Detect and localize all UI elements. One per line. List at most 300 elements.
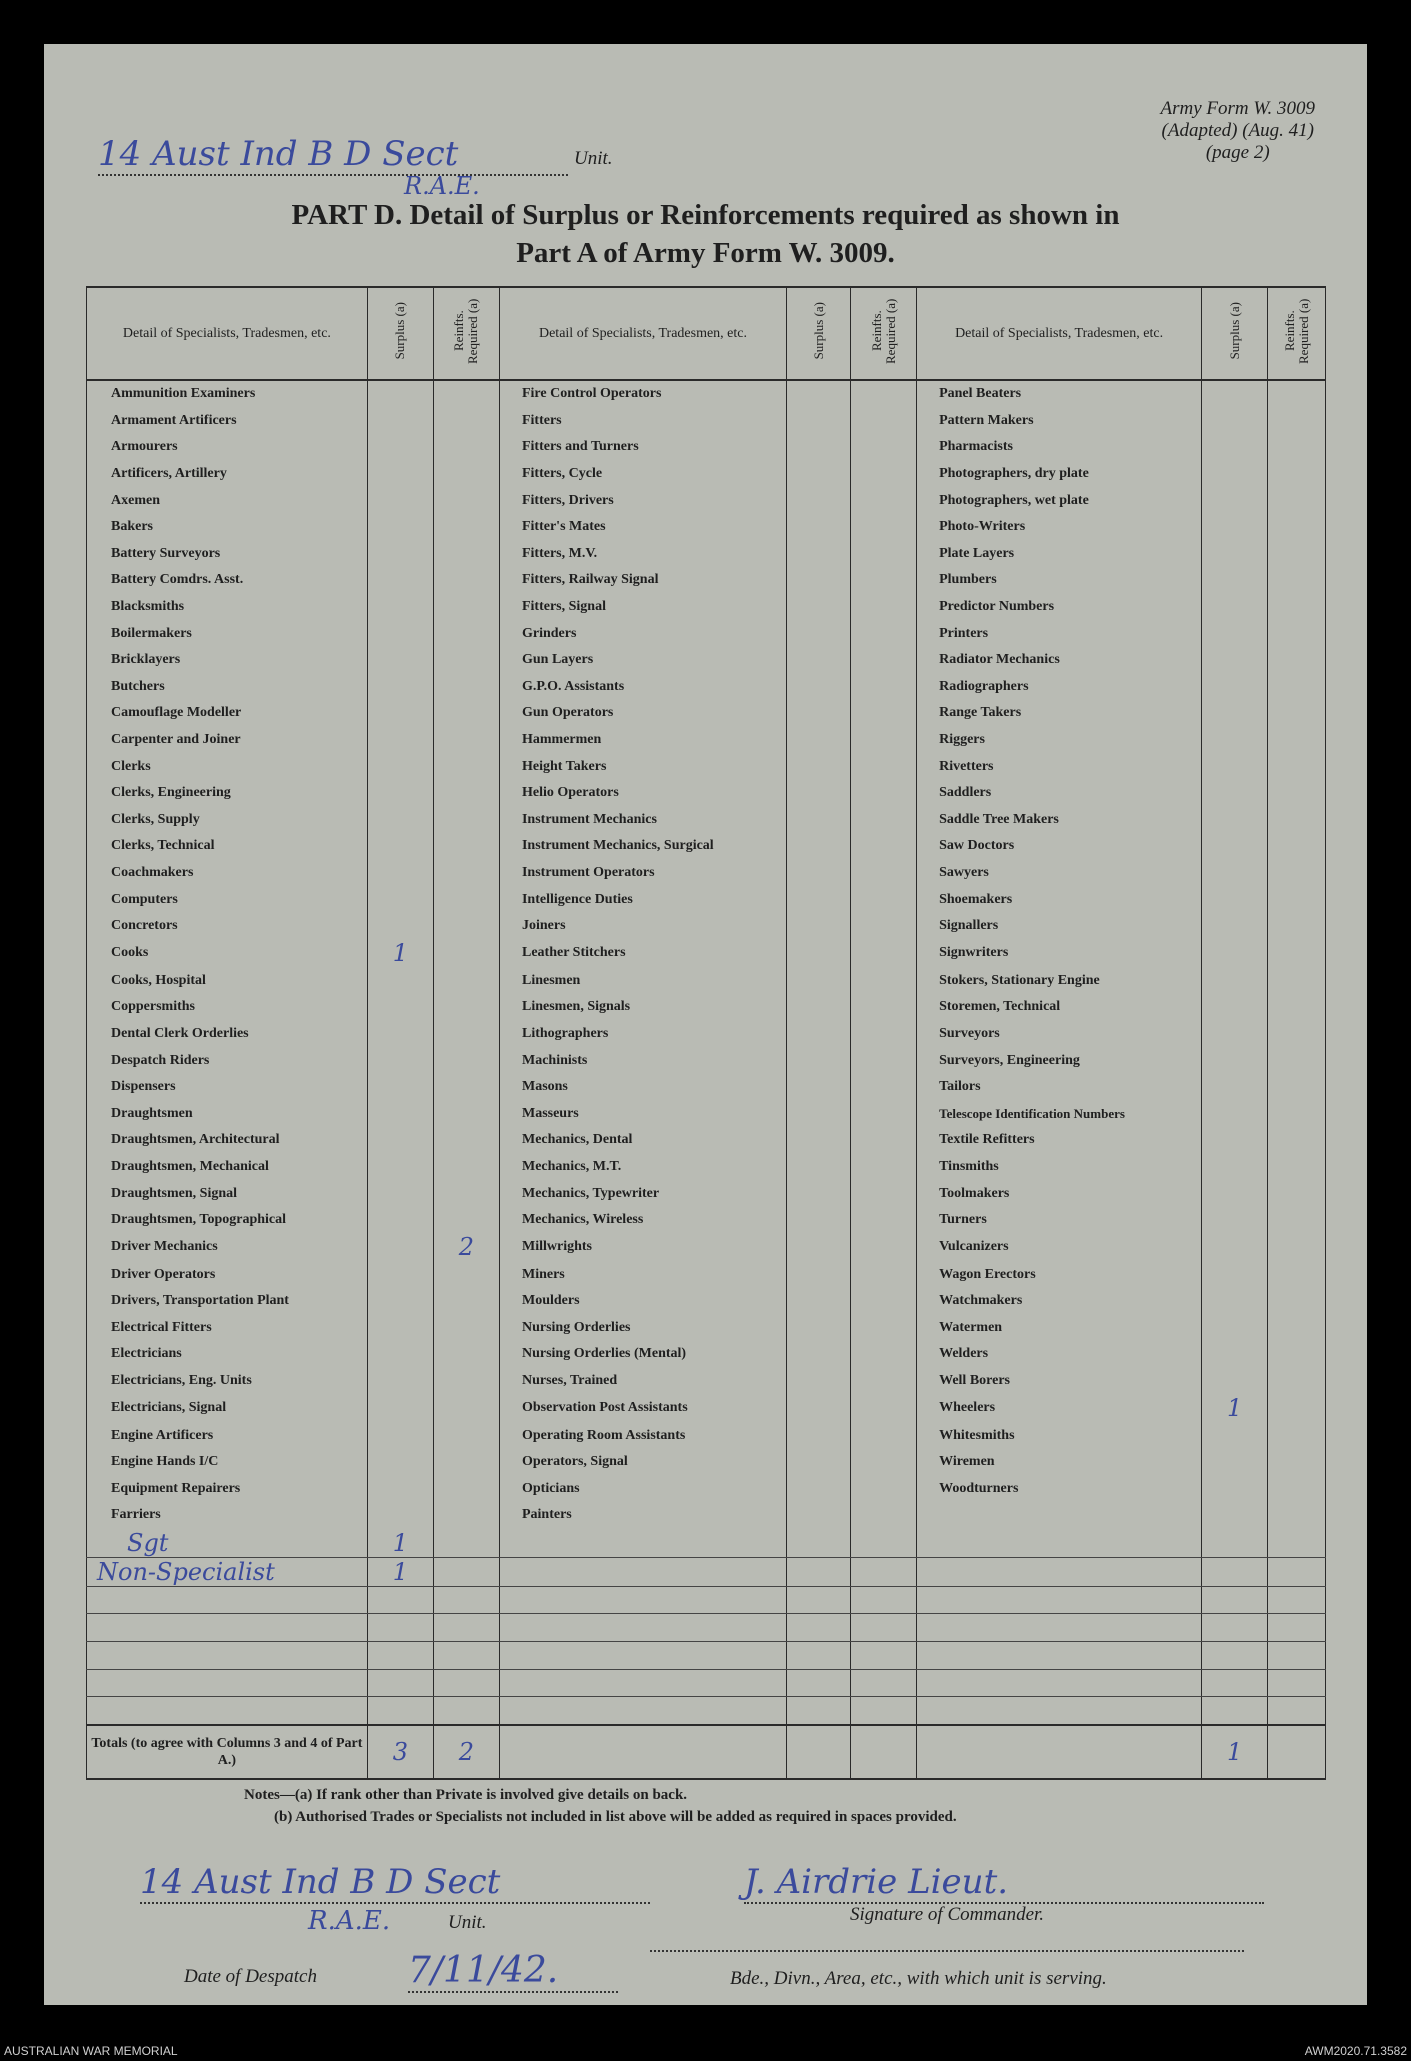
header-detail: Detail of Specialists, Tradesmen, etc. (87, 287, 368, 380)
table-row (87, 1394, 1326, 1422)
trade-name: Predictor Numbers (917, 594, 1202, 621)
reinfts-cell (851, 1394, 917, 1422)
reinfts-cell (851, 753, 917, 780)
surplus-cell (1202, 1100, 1268, 1127)
empty-cell (1268, 1697, 1326, 1725)
reinfts-cell (851, 1207, 917, 1234)
trade-name: Opticians (499, 1476, 786, 1503)
reinfts-cell (1268, 434, 1326, 461)
reinfts-cell (1268, 647, 1326, 674)
reinfts-cell (851, 1341, 917, 1368)
reinfts-cell (433, 727, 499, 754)
reinfts-cell (1268, 1180, 1326, 1207)
unit-handwritten-2: 14 Aust Ind B D Sect (140, 1862, 650, 1904)
reinfts-cell (1268, 780, 1326, 807)
trade-name: Panel Beaters (917, 380, 1202, 408)
trade-name: Signallers (917, 913, 1202, 940)
surplus-cell (367, 1021, 433, 1048)
added-trade-name (87, 1669, 368, 1697)
empty-cell (917, 1557, 1202, 1586)
reinfts-cell (433, 620, 499, 647)
reinfts-cell (1268, 1127, 1326, 1154)
trade-name: Battery Surveyors (87, 541, 368, 568)
trade-name: Equipment Repairers (87, 1476, 368, 1503)
surplus-cell (367, 620, 433, 647)
reinfts-cell (433, 1047, 499, 1074)
reinfts-cell (1268, 487, 1326, 514)
surplus-cell (1202, 1422, 1268, 1449)
empty-cell (851, 1669, 917, 1697)
reinfts-cell (851, 1047, 917, 1074)
surplus-cell (787, 1154, 851, 1181)
blank-row (87, 1529, 1326, 1558)
reinfts-cell (851, 461, 917, 488)
surplus-cell (1202, 1341, 1268, 1368)
trade-name: Linesmen, Signals (499, 994, 786, 1021)
surplus-cell (367, 1100, 433, 1127)
trade-name: Mechanics, Dental (499, 1127, 786, 1154)
trade-name: Farriers (87, 1502, 368, 1529)
surplus-cell (1202, 487, 1268, 514)
empty-cell (433, 1669, 499, 1697)
trade-name: Saddlers (917, 780, 1202, 807)
trade-name: Clerks, Engineering (87, 780, 368, 807)
empty-cell (851, 1614, 917, 1642)
empty-cell (1268, 1529, 1326, 1558)
surplus-cell (787, 1288, 851, 1315)
reinfts-cell (1268, 939, 1326, 967)
reinfts-cell (1268, 967, 1326, 994)
header-surplus: Surplus (a) (1202, 287, 1268, 380)
header-surplus: Surplus (a) (367, 287, 433, 380)
surplus-cell (787, 408, 851, 435)
trade-name: Dental Clerk Orderlies (87, 1021, 368, 1048)
surplus-cell (367, 967, 433, 994)
added-trade-name (87, 1697, 368, 1725)
trade-name: Telescope Identification Numbers (917, 1100, 1202, 1127)
trade-name: Gun Operators (499, 700, 786, 727)
empty-cell (851, 1641, 917, 1669)
surplus-cell (367, 1341, 433, 1368)
table-row (87, 674, 1326, 701)
surplus-cell (1202, 1476, 1268, 1503)
reinfts-cell (851, 913, 917, 940)
trade-name: Toolmakers (917, 1180, 1202, 1207)
added-trade-name (87, 1614, 368, 1642)
reinfts-cell (851, 1422, 917, 1449)
surplus-cell (787, 700, 851, 727)
reinfts-cell (433, 567, 499, 594)
reinfts-cell (433, 380, 499, 408)
header-detail: Detail of Specialists, Tradesmen, etc. (917, 287, 1202, 380)
surplus-cell (787, 1233, 851, 1261)
table-row (87, 753, 1326, 780)
reinfts-cell (851, 1315, 917, 1342)
reinfts-cell (433, 833, 499, 860)
reinfts-cell (433, 780, 499, 807)
surplus-cell (1202, 1449, 1268, 1476)
reinfts-cell (1268, 541, 1326, 568)
empty-cell (499, 1697, 786, 1725)
added-trade-name (87, 1641, 368, 1669)
surplus-cell (1202, 967, 1268, 994)
reinfts-cell (1268, 1207, 1326, 1234)
surplus-cell (367, 1288, 433, 1315)
trade-name: Signwriters (917, 939, 1202, 967)
surplus-cell (787, 541, 851, 568)
surplus-cell (1202, 753, 1268, 780)
specialists-table (86, 286, 1326, 1780)
reinfts-cell (851, 1476, 917, 1503)
empty-cell (1202, 1529, 1268, 1558)
surplus-cell (1202, 1021, 1268, 1048)
reinfts-cell (1268, 700, 1326, 727)
empty-cell (851, 1557, 917, 1586)
empty-cell (851, 1697, 917, 1725)
trade-name: Mechanics, Wireless (499, 1207, 786, 1234)
bde-label: Bde., Divn., Area, etc., with which unit is serving. (730, 1968, 1107, 1989)
surplus-cell: 1 (367, 939, 433, 967)
empty-cell (1202, 1586, 1268, 1614)
trade-name: Range Takers (917, 700, 1202, 727)
trade-name: Surveyors (917, 1021, 1202, 1048)
empty-cell (851, 1529, 917, 1558)
trade-name: Boilermakers (87, 620, 368, 647)
header-surplus: Surplus (a) (787, 287, 851, 380)
reinfts-cell (851, 408, 917, 435)
reinfts-cell (433, 674, 499, 701)
surplus-cell (367, 1207, 433, 1234)
surplus-cell (787, 913, 851, 940)
trade-name: Despatch Riders (87, 1047, 368, 1074)
surplus-cell (1202, 514, 1268, 541)
surplus-cell (787, 647, 851, 674)
surplus-cell (1202, 727, 1268, 754)
trade-name: Joiners (499, 913, 786, 940)
reinfts-cell (1268, 1154, 1326, 1181)
trade-name: Clerks, Supply (87, 807, 368, 834)
reinfts-cell (1268, 1021, 1326, 1048)
reinfts-cell (433, 514, 499, 541)
reinfts-cell (851, 994, 917, 1021)
surplus-cell (367, 994, 433, 1021)
surplus-cell (367, 780, 433, 807)
rae-handwritten: R.A.E. (308, 1906, 391, 1936)
surplus-cell (1202, 1261, 1268, 1288)
reinfts-cell (433, 1341, 499, 1368)
empty-cell (499, 1641, 786, 1669)
trade-name: Electricians, Eng. Units (87, 1368, 368, 1395)
surplus-cell (367, 380, 433, 408)
table-row (87, 1021, 1326, 1048)
added-trade-name: Non-Specialist (87, 1557, 368, 1586)
trade-name: Turners (917, 1207, 1202, 1234)
surplus-cell (1202, 860, 1268, 887)
trade-name: Photo-Writers (917, 514, 1202, 541)
total-surplus: 1 (1202, 1725, 1268, 1779)
reinfts-cell (1268, 1100, 1326, 1127)
trade-name: Fitters, Railway Signal (499, 567, 786, 594)
trade-name: Fitter's Mates (499, 514, 786, 541)
surplus-cell (787, 567, 851, 594)
surplus-cell (367, 1641, 433, 1669)
trade-name: Leather Stitchers (499, 939, 786, 967)
reinfts-cell (851, 780, 917, 807)
reinfts-cell (851, 700, 917, 727)
reinfts-cell (1268, 620, 1326, 647)
reinfts-cell (1268, 1449, 1326, 1476)
date-handwritten: 7/11/42. (408, 1950, 618, 1993)
trade-name: Watchmakers (917, 1288, 1202, 1315)
trade-name: Lithographers (499, 1021, 786, 1048)
surplus-cell (367, 1476, 433, 1503)
surplus-cell (367, 860, 433, 887)
reinfts-cell (1268, 1047, 1326, 1074)
trade-name: Storemen, Technical (917, 994, 1202, 1021)
table-row (87, 541, 1326, 568)
table-row (87, 1502, 1326, 1529)
reinfts-cell (1268, 1368, 1326, 1395)
empty-cell (1202, 1669, 1268, 1697)
unit-sub-handwritten: R.A.E. (404, 172, 480, 200)
empty-cell (917, 1641, 1202, 1669)
surplus-cell (787, 1180, 851, 1207)
total-surplus: 3 (367, 1725, 433, 1779)
reinfts-cell (433, 1368, 499, 1395)
trade-name: Fitters and Turners (499, 434, 786, 461)
table-row (87, 994, 1326, 1021)
table-row (87, 514, 1326, 541)
reinfts-cell (851, 860, 917, 887)
surplus-cell (1202, 674, 1268, 701)
surplus-cell (1202, 380, 1268, 408)
surplus-cell (1202, 1207, 1268, 1234)
surplus-cell (1202, 594, 1268, 621)
reinfts-cell (433, 994, 499, 1021)
table-row (87, 1127, 1326, 1154)
reinfts-cell (433, 807, 499, 834)
trade-name: Saddle Tree Makers (917, 807, 1202, 834)
surplus-cell (367, 1669, 433, 1697)
reinfts-cell (851, 567, 917, 594)
trade-name: Shoemakers (917, 886, 1202, 913)
trade-name: Instrument Mechanics (499, 807, 786, 834)
surplus-cell: 1 (367, 1529, 433, 1558)
trade-name: Battery Comdrs. Asst. (87, 567, 368, 594)
reinfts-cell (1268, 1074, 1326, 1101)
surplus-cell (367, 700, 433, 727)
reinfts-cell (1268, 594, 1326, 621)
surplus-cell (787, 674, 851, 701)
surplus-cell (787, 1422, 851, 1449)
surplus-cell (787, 753, 851, 780)
surplus-cell (787, 461, 851, 488)
trade-name: Butchers (87, 674, 368, 701)
blank-row (87, 1641, 1326, 1669)
unit-label: Unit. (574, 148, 613, 169)
reinfts-cell (1268, 514, 1326, 541)
trade-name: Gun Layers (499, 647, 786, 674)
empty-cell (787, 1725, 851, 1779)
trade-name: Fitters (499, 408, 786, 435)
surplus-cell (787, 594, 851, 621)
reinfts-cell (851, 487, 917, 514)
table-row (87, 380, 1326, 408)
table-row (87, 1422, 1326, 1449)
trade-name: Well Borers (917, 1368, 1202, 1395)
surplus-cell (1202, 434, 1268, 461)
reinfts-cell (433, 1180, 499, 1207)
trade-name: Axemen (87, 487, 368, 514)
table-row (87, 913, 1326, 940)
surplus-cell (367, 1154, 433, 1181)
trade-name: Instrument Operators (499, 860, 786, 887)
trade-name: Printers (917, 620, 1202, 647)
surplus-cell (1202, 913, 1268, 940)
trade-name: Armourers (87, 434, 368, 461)
empty-cell (499, 1529, 786, 1558)
trade-name: Woodturners (917, 1476, 1202, 1503)
empty-cell (499, 1586, 786, 1614)
bde-line (650, 1950, 1244, 1952)
surplus-cell (367, 1422, 433, 1449)
surplus-cell (1202, 461, 1268, 488)
surplus-cell (367, 461, 433, 488)
trade-name: Cooks, Hospital (87, 967, 368, 994)
trade-name: Draughtsmen, Topographical (87, 1207, 368, 1234)
empty-cell (917, 1697, 1202, 1725)
surplus-cell (1202, 1288, 1268, 1315)
reinfts-cell (433, 647, 499, 674)
table-row (87, 1074, 1326, 1101)
empty-cell (917, 1725, 1202, 1779)
reinfts-cell (851, 1288, 917, 1315)
surplus-cell (787, 434, 851, 461)
empty-cell (1268, 1641, 1326, 1669)
trade-name: Clerks (87, 753, 368, 780)
reinfts-cell (1268, 994, 1326, 1021)
reinfts-cell (433, 1074, 499, 1101)
table-row (87, 487, 1326, 514)
total-reinfts: 2 (433, 1725, 499, 1779)
reinfts-cell (433, 1394, 499, 1422)
surplus-cell (787, 1368, 851, 1395)
empty-cell (499, 1725, 786, 1779)
surplus-cell (787, 1074, 851, 1101)
reinfts-cell (433, 753, 499, 780)
reinfts-cell (433, 1315, 499, 1342)
table-row (87, 408, 1326, 435)
empty-cell (1268, 1669, 1326, 1697)
reinfts-cell (1268, 753, 1326, 780)
surplus-cell (1202, 567, 1268, 594)
reinfts-cell (433, 1100, 499, 1127)
empty-cell (499, 1669, 786, 1697)
reinfts-cell (433, 700, 499, 727)
trade-name: Watermen (917, 1315, 1202, 1342)
surplus-cell (787, 833, 851, 860)
trade-name: Painters (499, 1502, 786, 1529)
trade-name: Machinists (499, 1047, 786, 1074)
reinfts-cell (851, 1502, 917, 1529)
surplus-cell (367, 1614, 433, 1642)
surplus-cell (787, 1502, 851, 1529)
surplus-cell (787, 967, 851, 994)
trade-name: Surveyors, Engineering (917, 1047, 1202, 1074)
table-row (87, 1047, 1326, 1074)
empty-cell (917, 1529, 1202, 1558)
reinfts-cell (851, 380, 917, 408)
table-row (87, 1368, 1326, 1395)
reinfts-cell (851, 1074, 917, 1101)
empty-cell (433, 1697, 499, 1725)
trade-name: Wagon Erectors (917, 1261, 1202, 1288)
trade-name: Radiator Mechanics (917, 647, 1202, 674)
added-trade-name (87, 1586, 368, 1614)
empty-cell (433, 1529, 499, 1558)
surplus-cell (787, 487, 851, 514)
trade-name: Coachmakers (87, 860, 368, 887)
surplus-cell (787, 1100, 851, 1127)
empty-cell (787, 1586, 851, 1614)
blank-row (87, 1697, 1326, 1725)
blank-row (87, 1557, 1326, 1586)
surplus-cell (367, 807, 433, 834)
trade-name: Engine Hands I/C (87, 1449, 368, 1476)
trade-name: Rivetters (917, 753, 1202, 780)
trade-name: Radiographers (917, 674, 1202, 701)
reinfts-cell (851, 1261, 917, 1288)
trade-name: Draughtsmen, Architectural (87, 1127, 368, 1154)
surplus-cell (787, 1047, 851, 1074)
surplus-cell: 1 (1202, 1394, 1268, 1422)
surplus-cell (1202, 541, 1268, 568)
reinfts-cell (433, 967, 499, 994)
surplus-cell (1202, 1315, 1268, 1342)
surplus-cell (787, 1261, 851, 1288)
form-page (44, 44, 1367, 2005)
header-reinfts: Reinfts. Required (a) (851, 287, 917, 380)
empty-cell (787, 1614, 851, 1642)
reinfts-cell (851, 514, 917, 541)
empty-cell (433, 1557, 499, 1586)
trade-name: Stokers, Stationary Engine (917, 967, 1202, 994)
header-detail: Detail of Specialists, Tradesmen, etc. (499, 287, 786, 380)
trade-name: Fitters, Signal (499, 594, 786, 621)
surplus-cell (367, 1368, 433, 1395)
surplus-cell (367, 1502, 433, 1529)
empty-cell (1202, 1641, 1268, 1669)
table-row (87, 727, 1326, 754)
empty-cell (787, 1641, 851, 1669)
surplus-cell (1202, 994, 1268, 1021)
blank-row (87, 1614, 1326, 1642)
reinfts-cell (851, 1368, 917, 1395)
trade-name: Ammunition Examiners (87, 380, 368, 408)
trade-name: Blacksmiths (87, 594, 368, 621)
reinfts-cell (851, 939, 917, 967)
reinfts-cell (433, 1021, 499, 1048)
surplus-cell (367, 1233, 433, 1261)
trade-name: Carpenter and Joiner (87, 727, 368, 754)
surplus-cell (1202, 807, 1268, 834)
reinfts-cell (851, 620, 917, 647)
trade-name: Clerks, Technical (87, 833, 368, 860)
empty-cell (917, 1614, 1202, 1642)
header-reinfts: Reinfts. Required (a) (433, 287, 499, 380)
surplus-cell (367, 514, 433, 541)
trade-name: Hammermen (499, 727, 786, 754)
